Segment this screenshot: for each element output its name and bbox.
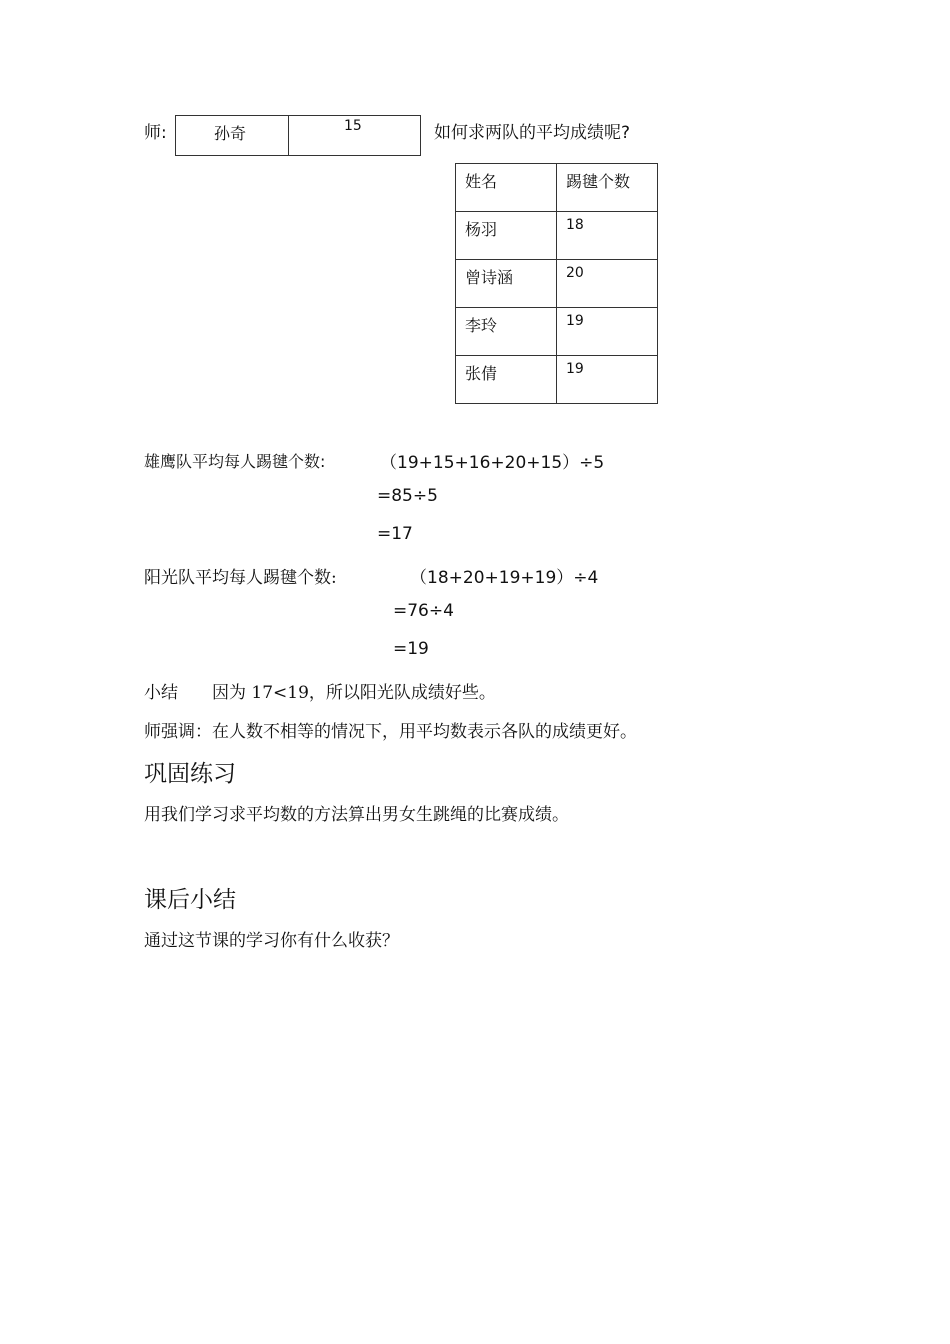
table-row — [456, 356, 658, 404]
kick-count: 19 — [566, 361, 584, 377]
table-cell-value — [289, 116, 421, 156]
sunshine-calc-label: 阳光队平均每人踢毽个数: — [144, 568, 337, 588]
table-cell-count — [557, 308, 658, 356]
question-text: 如何求两队的平均成绩呢? — [434, 123, 631, 143]
table-row — [456, 212, 658, 260]
header-cell-count — [557, 164, 658, 212]
kick-count: 19 — [566, 313, 584, 329]
table-row — [456, 308, 658, 356]
table-row — [176, 116, 421, 156]
table-row — [456, 260, 658, 308]
sunshine-team-table — [455, 163, 658, 404]
table-cell-name — [456, 212, 557, 260]
kick-count: 20 — [566, 265, 584, 281]
table-cell-count — [557, 260, 658, 308]
header-count: 踢毽个数 — [566, 172, 631, 191]
kick-count: 18 — [566, 217, 584, 233]
student-name: 杨羽 — [465, 220, 498, 239]
table-cell-name — [176, 116, 289, 156]
student-name: 张倩 — [465, 364, 498, 383]
after-class-heading: 课后小结 — [144, 887, 236, 913]
practice-text: 用我们学习求平均数的方法算出男女生跳绳的比赛成绩。 — [144, 805, 569, 825]
teacher-label: 师: — [144, 123, 167, 143]
table-cell-count — [557, 212, 658, 260]
eagle-calc-label: 雄鹰队平均每人踢毽个数: — [144, 452, 326, 471]
table-cell-name — [456, 308, 557, 356]
sunshine-calc-step1: =76÷4 — [393, 601, 454, 621]
practice-heading: 巩固练习 — [144, 761, 236, 787]
top-table — [175, 115, 421, 156]
header-cell-name — [456, 164, 557, 212]
sunshine-calc-expression: （18+20+19+19）÷4 — [410, 568, 599, 588]
table-header-row — [456, 164, 658, 212]
after-class-text: 通过这节课的学习你有什么收获？ — [144, 931, 399, 951]
table-cell-name — [456, 356, 557, 404]
summary-text: 因为 17<19，所以阳光队成绩好些。 — [212, 683, 496, 703]
eagle-calc-step2: =17 — [377, 524, 413, 544]
table-cell-name — [456, 260, 557, 308]
student-name: 李玲 — [465, 316, 498, 335]
student-name: 曾诗涵 — [465, 268, 514, 287]
eagle-calc-expression: （19+15+16+20+15）÷5 — [380, 453, 605, 473]
kick-count: 15 — [344, 118, 362, 134]
teacher-emphasis: 师强调：在人数不相等的情况下，用平均数表示各队的成绩更好。 — [144, 722, 637, 742]
sunshine-calc-step2: =19 — [393, 639, 429, 659]
header-name: 姓名 — [465, 172, 498, 191]
summary-label: 小结 — [144, 683, 178, 703]
student-name: 孙奇 — [214, 124, 247, 143]
table-cell-count — [557, 356, 658, 404]
eagle-calc-step1: =85÷5 — [377, 486, 438, 506]
